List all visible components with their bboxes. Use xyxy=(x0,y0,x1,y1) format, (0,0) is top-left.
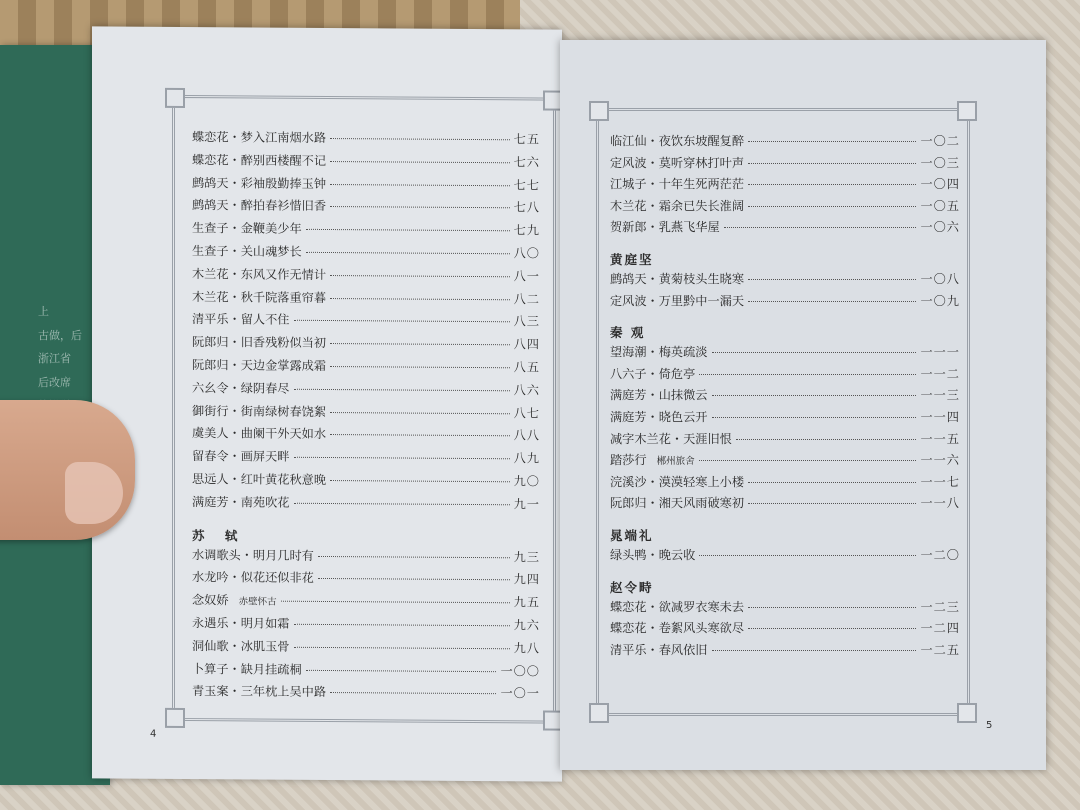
toc-leader-dots xyxy=(748,301,916,302)
left-page-number: 4 xyxy=(150,728,157,740)
toc-entry xyxy=(610,494,960,516)
toc-entry-page: 一〇〇 xyxy=(500,663,540,679)
toc-entry-title: 洞仙歌・冰肌玉骨 xyxy=(192,638,290,654)
toc-entry-subtitle: 郴州旅舍 xyxy=(656,456,695,468)
toc-entry xyxy=(192,310,540,335)
toc-entry-title: 贺新郎・乳燕飞华屋 xyxy=(610,220,720,235)
toc-entry xyxy=(610,546,960,568)
toc-entry-page: 一〇三 xyxy=(920,155,960,170)
toc-entry xyxy=(192,379,540,404)
toc-leader-dots xyxy=(699,460,917,461)
toc-leader-dots xyxy=(330,480,510,482)
toc-author-heading: 晁端礼 xyxy=(610,527,654,543)
toc-entry-page: 一一三 xyxy=(920,388,960,403)
toc-entry-title: 满庭芳・南苑吹花 xyxy=(192,494,290,510)
toc-entry-title: 生查子・关山魂梦长 xyxy=(192,244,302,259)
toc-entry-page: 一一七 xyxy=(920,474,960,489)
toc-entry-title: 鹧鸪天・黄菊枝头生晓寒 xyxy=(610,271,745,286)
toc-entry-page: 一〇一 xyxy=(500,686,540,701)
toc-leader-dots xyxy=(330,412,510,414)
toc-entry-title: 江城子・十年生死两茫茫 xyxy=(610,177,745,192)
toc-entry-page: 一〇五 xyxy=(920,198,960,213)
toc-leader-dots xyxy=(699,374,916,375)
toc-author-heading: 秦 观 xyxy=(610,325,646,341)
toc-leader-dots xyxy=(330,138,510,140)
toc-entry xyxy=(610,451,960,473)
toc-entry-page: 一二五 xyxy=(920,642,960,657)
toc-leader-dots xyxy=(294,457,510,460)
cover-text-line: 浙江省 xyxy=(38,352,71,365)
toc-entry-page: 七六 xyxy=(513,155,540,170)
toc-leader-dots xyxy=(294,389,510,392)
toc-entry xyxy=(192,591,540,616)
toc-entry-page: 九四 xyxy=(513,572,540,587)
toc-entry xyxy=(192,196,540,221)
toc-leader-dots xyxy=(748,503,916,504)
toc-entry-page: 九六 xyxy=(513,618,540,633)
toc-leader-dots xyxy=(736,439,917,440)
toc-entry xyxy=(610,343,960,365)
toc-entry-page: 八七 xyxy=(513,405,540,421)
toc-entry-title: 鹧鸪天・醉拍春衫惜旧香 xyxy=(192,198,327,214)
toc-leader-dots xyxy=(294,624,510,627)
toc-leader-dots xyxy=(330,298,510,300)
toc-entry-page: 一〇六 xyxy=(920,220,960,235)
toc-entry-page: 一二四 xyxy=(920,621,960,636)
toc-leader-dots xyxy=(330,161,510,163)
toc-author-heading: 黄庭坚 xyxy=(610,251,654,267)
toc-entry-page: 七五 xyxy=(513,132,540,147)
toc-entry xyxy=(192,637,540,662)
toc-author-heading: 赵令畤 xyxy=(610,579,654,595)
toc-entry-page: 八四 xyxy=(513,337,540,352)
toc-entry-title: 念奴娇 xyxy=(192,593,229,608)
toc-entry-title: 御街行・街南绿树春饶絮 xyxy=(192,403,327,419)
toc-entry xyxy=(610,619,960,641)
toc-entry-title: 八六子・倚危亭 xyxy=(610,366,696,381)
toc-entry-title: 思远人・红叶黄花秋意晚 xyxy=(192,472,327,487)
toc-entry-page: 八九 xyxy=(513,451,540,466)
toc-entry-page: 八〇 xyxy=(513,246,540,261)
toc-entry-title: 绿头鸭・晚云收 xyxy=(610,547,696,562)
toc-entry xyxy=(610,197,960,219)
cover-text-line: 古做，后 xyxy=(38,328,82,342)
toc-entry-page: 一一四 xyxy=(920,409,960,424)
toc-entry-title: 蝶恋花・梦入江南烟水路 xyxy=(192,130,327,145)
toc-entry xyxy=(610,598,960,620)
toc-entry-title: 阮郎归・旧香残粉似当初 xyxy=(192,335,327,351)
toc-entry-title: 阮郎归・湘天风雨破寒初 xyxy=(610,496,745,511)
toc-entry-page: 一一五 xyxy=(920,431,960,446)
toc-leader-dots xyxy=(330,275,510,277)
toc-entry xyxy=(192,219,540,244)
right-page-number: 5 xyxy=(986,720,993,731)
toc-entry xyxy=(610,175,960,197)
toc-leader-dots xyxy=(306,669,497,671)
cover-text-line: 后改席 xyxy=(38,375,71,389)
toc-entry-title: 满庭芳・山抹微云 xyxy=(610,388,708,403)
toc-entry-title: 定风波・莫听穿林打叶声 xyxy=(610,155,745,170)
toc-entry-page: 一一八 xyxy=(920,496,960,511)
toc-entry-subtitle: 赤壁怀古 xyxy=(238,596,277,608)
toc-entry-title: 木兰花・秋千院落重帘暮 xyxy=(192,289,327,305)
toc-leader-dots xyxy=(330,343,510,345)
toc-entry xyxy=(192,356,540,381)
cover-text-line: 上 xyxy=(38,305,49,318)
toc-leader-dots xyxy=(712,352,917,353)
toc-leader-dots xyxy=(281,601,510,604)
toc-entry-title: 蝶恋花・欲减罗衣寒未去 xyxy=(610,599,745,614)
right-page xyxy=(560,40,1046,770)
toc-entry-title: 满庭芳・晓色云开 xyxy=(610,409,708,424)
toc-entry xyxy=(192,660,540,685)
holding-thumb xyxy=(0,400,135,540)
toc-entry-title: 鹧鸪天・彩袖殷勤捧玉钟 xyxy=(192,175,327,191)
toc-entry-title: 清平乐・春风依旧 xyxy=(610,642,708,657)
toc-entry-page: 八八 xyxy=(513,428,540,443)
toc-entry-page: 八一 xyxy=(513,269,540,284)
toc-entry-page: 七八 xyxy=(513,200,540,215)
toc-leader-dots xyxy=(699,555,916,556)
toc-entry-title: 蝶恋花・醉别西楼醒不记 xyxy=(192,152,327,168)
toc-entry xyxy=(192,470,540,495)
toc-entry-title: 虞美人・曲阑干外天如水 xyxy=(192,426,327,442)
toc-leader-dots xyxy=(748,628,916,629)
toc-entry xyxy=(610,386,960,408)
toc-leader-dots xyxy=(724,227,917,228)
toc-entry-page: 八五 xyxy=(513,360,540,375)
toc-leader-dots xyxy=(330,434,510,436)
toc-entry-page: 九三 xyxy=(513,549,540,565)
toc-entry-page: 八二 xyxy=(513,291,540,307)
toc-entry-page: 九一 xyxy=(513,497,540,512)
toc-entry xyxy=(192,242,540,267)
toc-entry xyxy=(192,568,540,593)
toc-leader-dots xyxy=(748,184,916,185)
toc-entry-page: 一〇九 xyxy=(920,293,960,308)
toc-entry-page: 七七 xyxy=(513,177,540,193)
toc-entry xyxy=(610,473,960,495)
toc-entry xyxy=(192,128,540,153)
toc-entry-title: 生查子・金鞭美少年 xyxy=(192,221,302,237)
toc-leader-dots xyxy=(712,650,917,651)
toc-entry-title: 卜算子・缺月挂疏桐 xyxy=(192,661,302,677)
toc-entry-title: 六幺令・绿阴春尽 xyxy=(192,380,290,396)
toc-entry-title: 踏莎行 xyxy=(610,453,647,468)
toc-entry xyxy=(192,447,540,472)
toc-entry xyxy=(610,218,960,240)
toc-leader-dots xyxy=(748,482,916,483)
toc-entry xyxy=(610,132,960,154)
toc-leader-dots xyxy=(712,417,917,418)
toc-leader-dots xyxy=(748,141,916,142)
toc-entry-page: 九〇 xyxy=(513,474,540,489)
toc-entry-page: 一〇四 xyxy=(920,177,960,192)
toc-entry-page: 一〇二 xyxy=(920,134,960,148)
toc-entry xyxy=(192,151,540,176)
toc-entry-page: 一一二 xyxy=(920,366,960,381)
toc-entry-page: 八三 xyxy=(513,314,540,329)
toc-entry xyxy=(192,265,540,290)
toc-leader-dots xyxy=(306,229,510,231)
toc-leader-dots xyxy=(294,320,510,323)
toc-leader-dots xyxy=(294,503,510,506)
toc-entry-page: 一一一 xyxy=(920,345,960,360)
toc-entry-title: 浣溪沙・漠漠轻寒上小楼 xyxy=(610,474,745,489)
toc-leader-dots xyxy=(306,252,510,254)
toc-entry xyxy=(192,424,540,449)
toc-entry xyxy=(192,493,540,518)
toc-author-heading: 苏 轼 xyxy=(192,527,246,543)
left-toc-list xyxy=(192,128,540,708)
toc-leader-dots xyxy=(330,366,510,368)
toc-entry xyxy=(610,641,960,663)
right-toc-list xyxy=(610,132,960,662)
toc-entry-title: 水龙吟・似花还似非花 xyxy=(192,570,314,586)
toc-entry xyxy=(610,408,960,430)
toc-entry-title: 蝶恋花・卷絮风头寒欲尽 xyxy=(610,621,745,636)
toc-entry xyxy=(192,402,540,427)
toc-entry-title: 青玉案・三年枕上吴中路 xyxy=(192,684,327,700)
toc-entry-title: 水调歌头・明月几时有 xyxy=(192,547,314,563)
toc-leader-dots xyxy=(712,395,917,396)
toc-entry-title: 留春令・画屏天畔 xyxy=(192,449,290,464)
toc-leader-dots xyxy=(748,607,916,608)
toc-entry-title: 临江仙・夜饮东坡醒复醉 xyxy=(610,134,745,148)
toc-entry-title: 清平乐・留人不住 xyxy=(192,312,290,328)
toc-entry-page: 一二〇 xyxy=(920,547,960,562)
toc-entry-page: 九五 xyxy=(513,595,540,610)
toc-entry xyxy=(192,333,540,358)
toc-entry-title: 木兰花・东风又作无情计 xyxy=(192,266,327,282)
toc-leader-dots xyxy=(330,184,510,186)
toc-entry-page: 八六 xyxy=(513,383,540,398)
toc-leader-dots xyxy=(330,692,496,694)
toc-leader-dots xyxy=(748,163,916,164)
toc-entry-page: 九八 xyxy=(513,641,540,656)
toc-entry xyxy=(610,430,960,452)
toc-leader-dots xyxy=(318,555,510,557)
toc-entry-title: 永遇乐・明月如霜 xyxy=(192,615,290,631)
toc-leader-dots xyxy=(294,647,510,650)
toc-entry xyxy=(610,270,960,292)
toc-entry xyxy=(610,292,960,314)
toc-entry-page: 一二三 xyxy=(920,599,960,614)
toc-entry-page: 七九 xyxy=(513,223,540,238)
toc-entry-page: 一一六 xyxy=(920,453,960,468)
toc-entry xyxy=(192,682,540,707)
toc-entry-title: 定风波・万里黔中一漏天 xyxy=(610,293,745,308)
toc-entry xyxy=(610,365,960,387)
toc-entry xyxy=(192,614,540,639)
toc-entry-page: 一〇八 xyxy=(920,271,960,286)
toc-entry-title: 减字木兰花・天涯旧恨 xyxy=(610,431,732,446)
toc-leader-dots xyxy=(748,279,916,280)
toc-leader-dots xyxy=(330,206,510,208)
toc-leader-dots xyxy=(318,578,510,580)
toc-entry xyxy=(192,174,540,199)
toc-leader-dots xyxy=(748,206,916,207)
left-page xyxy=(92,26,562,781)
toc-entry xyxy=(610,154,960,176)
toc-entry xyxy=(192,546,540,571)
toc-entry-title: 木兰花・霜余已失长淮阔 xyxy=(610,198,745,213)
toc-entry-title: 望海潮・梅英疏淡 xyxy=(610,345,708,360)
toc-entry-title: 阮郎归・天边金掌露成霜 xyxy=(192,358,327,373)
toc-entry xyxy=(192,288,540,313)
